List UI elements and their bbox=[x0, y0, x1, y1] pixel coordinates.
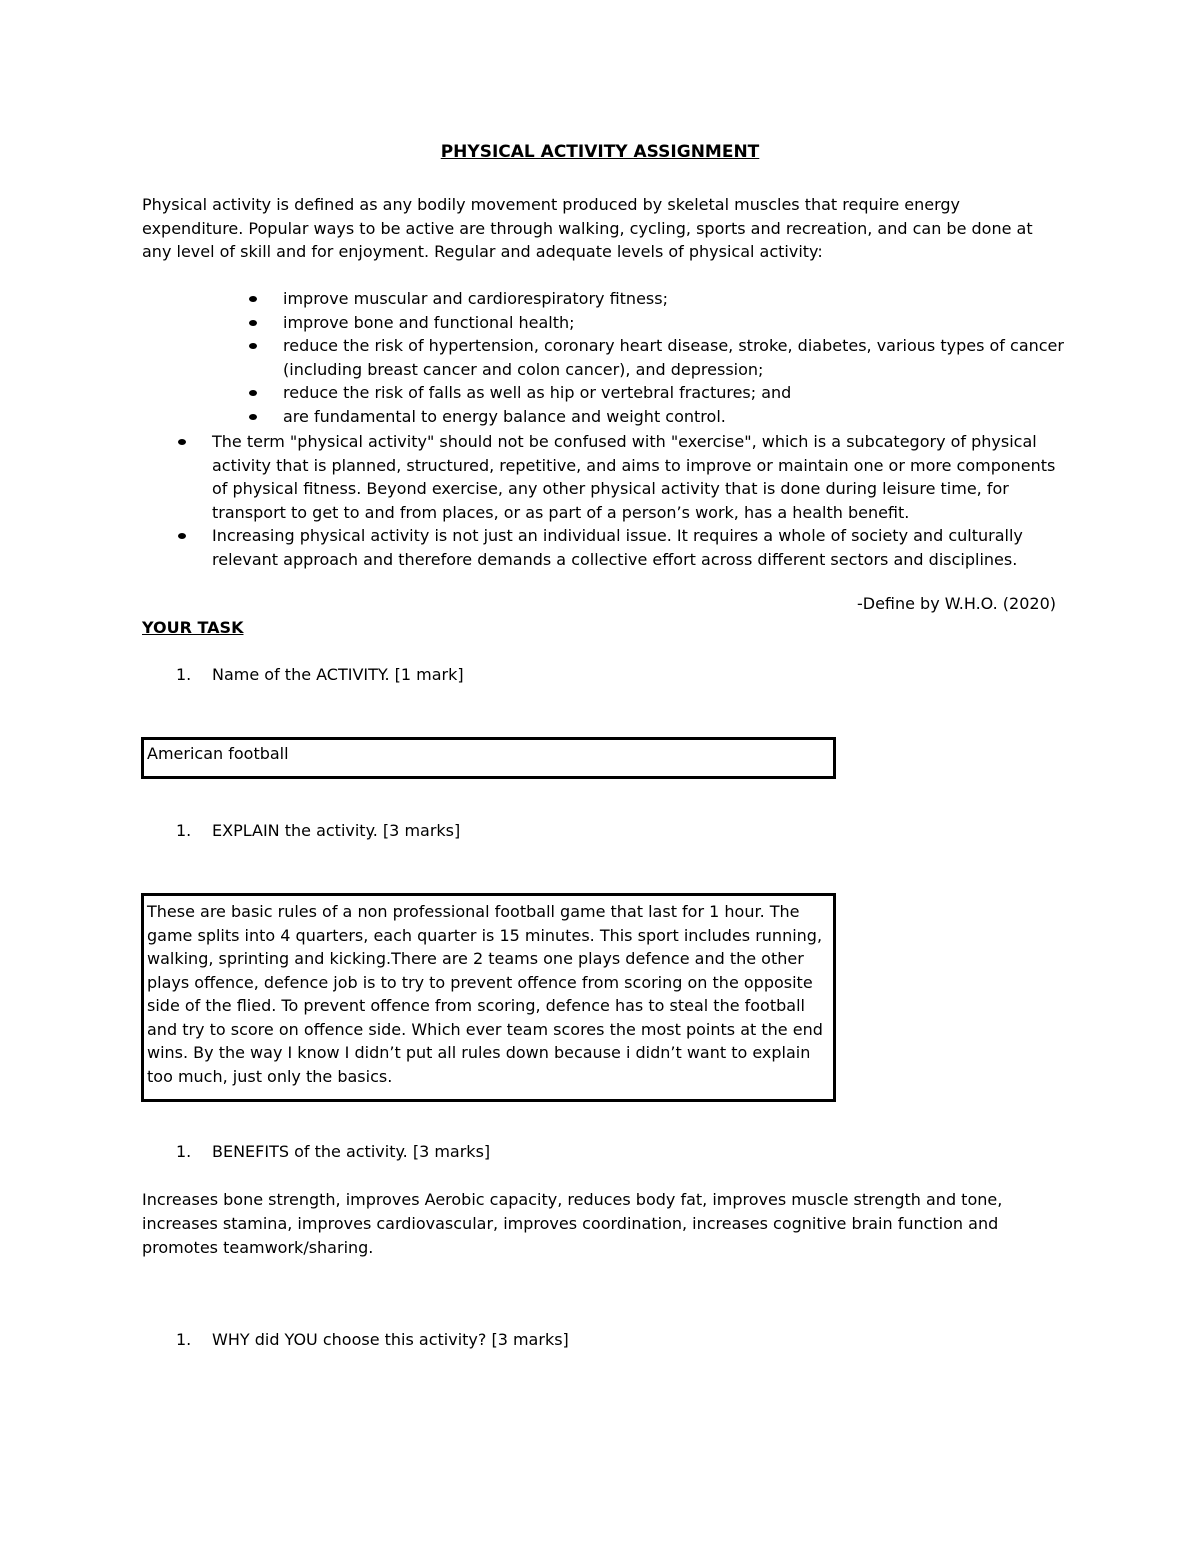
list-item: reduce the risk of hypertension, coronary heart disease, stroke, diabetes, various types of cancer (including breast cancer and colon cancer), and depression; bbox=[247, 334, 1067, 381]
question-text: EXPLAIN the activity. [3 marks] bbox=[212, 821, 461, 840]
question-number: 1. bbox=[176, 1330, 192, 1349]
question-number: 1. bbox=[176, 821, 192, 840]
benefit-sub-list bbox=[247, 287, 1067, 428]
list-item: are fundamental to energy balance and weight control. bbox=[247, 405, 1067, 429]
list-item: improve muscular and cardiorespiratory fitness; bbox=[247, 287, 1067, 311]
question-activity-name bbox=[176, 665, 464, 684]
benefits-answer: Increases bone strength, improves Aerobic capacity, reduces body fat, improves muscle strength and tone, increases stamina, improves cardiovascular, improves coordination, increases cognitive brain function and promotes teamwork/sharing. bbox=[142, 1190, 1003, 1257]
question-text: WHY did YOU choose this activity? [3 marks] bbox=[212, 1330, 569, 1349]
bullet-icon bbox=[249, 296, 257, 302]
bullet-icon bbox=[249, 414, 257, 420]
bullet-icon bbox=[249, 390, 257, 396]
question-number: 1. bbox=[176, 1142, 192, 1161]
task-heading: YOUR TASK bbox=[142, 618, 244, 637]
list-item: The term "physical activity" should not be confused with "exercise", which is a subcategory of physical activity that is planned, structured, repetitive, and aims to improve or maintain one or more components of physical fitness. Beyond exercise, any other physical activity that is done during leisure time, for transport to get to and from places, or as part of a person’s work, has a health benefit. bbox=[176, 430, 1066, 524]
list-item: reduce the risk of falls as well as hip or vertebral fractures; and bbox=[247, 381, 1067, 405]
activity-name-answer: American football bbox=[147, 744, 289, 763]
bullet-icon bbox=[249, 320, 257, 326]
list-item: improve bone and functional health; bbox=[247, 311, 1067, 335]
bullet-icon bbox=[178, 439, 186, 445]
list-item: Increasing physical activity is not just an individual issue. It requires a whole of society and culturally relevant approach and therefore demands a collective effort across different sectors and disciplines. bbox=[176, 524, 1066, 571]
question-benefits bbox=[176, 1142, 490, 1161]
explanation-answer-box[interactable] bbox=[141, 893, 836, 1102]
bullet-icon bbox=[178, 533, 186, 539]
intro-paragraph: Physical activity is defined as any bodily movement produced by skeletal muscles that require energy expenditure. Popular ways to be active are through walking, cycling, sports and recreation, and can be done at any level of skill and for enjoyment. Regular and adequate levels of physical activity: bbox=[142, 195, 1033, 261]
question-explain bbox=[176, 821, 460, 840]
source-credit: -Define by W.H.O. (2020) bbox=[856, 594, 1056, 613]
question-text: Name of the ACTIVITY. [1 mark] bbox=[212, 665, 464, 684]
bullet-icon bbox=[249, 343, 257, 349]
page-title: PHYSICAL ACTIVITY ASSIGNMENT bbox=[440, 142, 760, 162]
question-number: 1. bbox=[176, 665, 192, 684]
activity-name-answer-box[interactable] bbox=[141, 737, 836, 779]
question-why bbox=[176, 1330, 569, 1349]
question-text: BENEFITS of the activity. [3 marks] bbox=[212, 1142, 491, 1161]
explanation-answer: These are basic rules of a non professional football game that last for 1 hour. The game splits into 4 quarters, each quarter is 15 minutes. This sport includes running, walking, sprinting and kicking.There are 2 teams one plays defence and the other plays offence, defence job is to try to prevent offence from scoring on the opposite side of the flied. To prevent offence from scoring, defence has to steal the football and try to score on offence side. Which ever team scores the most points at the end wins. By the way I know I didn’t put all rules down because i didn’t want to explain too much, just only the basics. bbox=[147, 902, 823, 1086]
main-bullet-list bbox=[176, 430, 1066, 571]
